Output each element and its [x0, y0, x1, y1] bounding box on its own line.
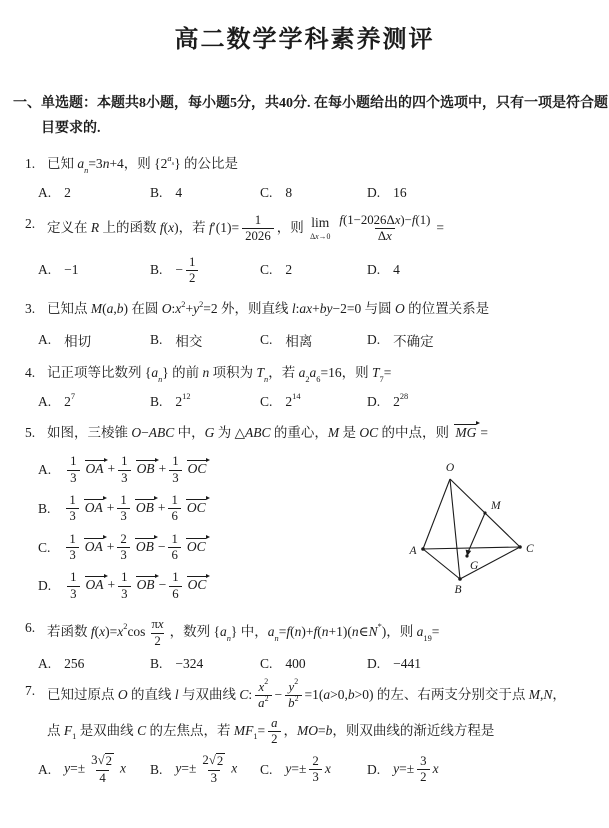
question-5-options [38, 447, 405, 602]
question-stem-text: 记正项等比数列 $\{a_n\}$ 的前 n 项积为 $T_n$，若 $a_2a_6=16$，则 $T_7=$ [47, 364, 392, 384]
tetrahedron-svg [405, 457, 555, 609]
option-value: y=± $\frac{2}{3}$ x [285, 753, 331, 785]
section-text: 本题共8小题，每小题5分，共40分. 在每小题给出的四个选项中，只有一项是符合题目要求的. [41, 96, 608, 136]
option-a [38, 185, 150, 201]
option-c [260, 754, 367, 786]
option-d [367, 262, 609, 278]
option-label: A. [38, 184, 52, 200]
option-value: 256 [64, 655, 85, 671]
question-7-options [38, 753, 609, 786]
question-6-stem [25, 617, 609, 649]
option-c [260, 185, 367, 201]
option-label: A. [38, 655, 52, 671]
question-1-stem [25, 153, 609, 175]
edge-oa [423, 479, 450, 549]
question-stem-text: 若函数 $f(x)=x^2\cos$ $\frac{\pi x}{2}$ ，数列 $\{a_n\}$ 中，$a_n=f(n)+f(n+1)(n\in N^*)$，则 $a_{19}=$ [47, 617, 440, 648]
figure-label-c: C [526, 543, 534, 556]
option-d [367, 330, 609, 350]
question-stem-text: 已知 $a_n=3n+4$，则 $\{2^{a_n}\}$ 的公比是 [47, 154, 239, 175]
question-4-options [38, 391, 609, 410]
option-value: $2^{12}$ [175, 391, 191, 409]
page-title: 高二数学学科素养测评 [174, 27, 435, 53]
question-7-stem-line2: 点 $F_1$ 是双曲线 C 的左焦点，若 $MF_1=$ $\frac{a}{2}$ ，MO=b，则双曲线的渐近线方程是 [47, 715, 495, 747]
question-3 [0, 298, 609, 350]
option-label: D. [367, 393, 381, 409]
option-d [367, 656, 609, 672]
option-a [38, 262, 150, 278]
option-value: 8 [285, 184, 293, 200]
option-a [38, 656, 150, 672]
edge-ob [450, 479, 460, 579]
option-value: $2^7$ [64, 391, 76, 409]
option-label: C. [260, 184, 273, 200]
option-label: D. [38, 578, 52, 594]
question-number: 6. [25, 620, 36, 636]
option-value: $\frac{1}{3}$ OA + $\frac{1}{3}$ OB + $\frac{1}{6}$ OC [63, 493, 209, 525]
figure-label-b: B [454, 584, 462, 597]
option-value: $\frac{1}{3}$ OA + $\frac{1}{3}$ OB + $\frac{1}{3}$ OC [64, 454, 210, 486]
question-2 [0, 213, 609, 287]
option-value: −324 [175, 655, 204, 671]
question-6 [0, 617, 609, 672]
option-label: C. [260, 761, 273, 777]
option-value: −1 [64, 262, 79, 278]
option-d [367, 391, 609, 410]
question-2-options [38, 255, 609, 287]
option-value: 4 [175, 184, 183, 200]
option-label: D. [367, 262, 381, 278]
figure-label-a: A [409, 545, 417, 558]
option-d [367, 754, 609, 786]
point-c [518, 545, 522, 549]
option-b [150, 753, 260, 786]
option-value: y=± 2 √ 2 3 x [175, 753, 238, 785]
question-1 [0, 153, 609, 201]
option-value: $\frac{1}{3}$ OA + $\frac{2}{3}$ OB − $\frac{1}{6}$ OC [63, 532, 209, 564]
question-number: 1. [25, 156, 36, 172]
option-value: 400 [285, 655, 306, 671]
option-label: B. [38, 500, 51, 516]
point-m [483, 512, 486, 515]
option-label: B. [150, 761, 163, 777]
question-4-stem [25, 362, 609, 384]
figure-label-o: O [445, 462, 455, 475]
edge-ab [423, 549, 460, 579]
option-b [38, 493, 405, 525]
question-stem-text: 已知点 M(a,b) 在圆 $O:x^2+y^2=2$ 外，则直线 l:ax+by−2=0 与圆 O 的位置关系是 [47, 299, 490, 317]
question-number: 2. [25, 215, 36, 231]
option-c [260, 391, 367, 410]
option-label: B. [150, 331, 163, 347]
vector-mg [469, 513, 486, 551]
section-label: 一、单选题： [13, 96, 97, 112]
question-7-stem [25, 677, 609, 712]
question-number: 5. [25, 424, 36, 440]
option-value: y=± $\frac{3}{2}$ x [393, 753, 439, 785]
option-value: 相交 [175, 333, 203, 349]
option-b [150, 255, 260, 287]
option-label: C. [260, 655, 273, 671]
option-value: 不确定 [393, 333, 434, 349]
question-3-options [38, 330, 609, 350]
option-value: $2^{28}$ [393, 391, 409, 409]
option-c [260, 262, 367, 278]
option-label: A. [38, 331, 52, 347]
option-label: D. [367, 331, 381, 347]
point-g [465, 555, 468, 558]
option-label: B. [150, 393, 163, 409]
option-d [38, 570, 405, 602]
option-value: 相切 [64, 333, 92, 349]
question-stem-text: 定义在 R 上的函数 f(x)，若 f′(1)= $\frac{1}{2026}$ ，则 lim Δx→0 $\frac{f(1-2026\Delta x)-f(1)}{\Delta x}$ = [47, 212, 445, 244]
option-label: A. [38, 393, 52, 409]
option-value: 2 [64, 184, 71, 200]
option-b [150, 185, 260, 201]
question-stem-text: 已知过原点 O 的直线 l 与双曲线 C: $\frac{x^2}{a^2}$ − $\frac{y^2}{b^2}$ =1(a>0,b>0) 的左、右两支分别交于点 M,N， [47, 677, 566, 711]
option-label: D. [367, 761, 381, 777]
section-header [13, 92, 609, 141]
question-5-body [38, 447, 609, 609]
question-1-options [38, 185, 609, 201]
option-value: $\frac{1}{3}$ OA + $\frac{1}{3}$ OB − $\frac{1}{6}$ OC [64, 570, 210, 602]
option-a [38, 753, 150, 786]
question-number: 3. [25, 301, 36, 317]
question-6-options [38, 656, 609, 672]
option-label: A. [38, 761, 52, 777]
option-c [38, 532, 405, 564]
option-label: B. [150, 184, 163, 200]
option-label: C. [260, 262, 273, 278]
option-label: A. [38, 262, 52, 278]
question-7 [0, 677, 609, 786]
option-label: A. [38, 462, 52, 478]
option-value: y=± 3 √ 2 4 x [64, 753, 127, 785]
option-value: $2^{14}$ [285, 391, 301, 409]
option-value: 4 [393, 262, 400, 278]
option-label: D. [367, 184, 381, 200]
option-d [367, 185, 609, 201]
question-number: 4. [25, 364, 36, 380]
question-5-stem [25, 422, 609, 444]
option-b [150, 330, 260, 350]
figure-label-m: M [491, 500, 501, 513]
figure-label-g: G [470, 560, 479, 573]
option-value: 2 [285, 262, 293, 278]
option-value: −441 [393, 655, 421, 671]
question-3-stem [25, 298, 609, 320]
option-label: C. [260, 331, 273, 347]
option-label: D. [367, 655, 381, 671]
question-4 [0, 362, 609, 410]
tetrahedron-figure [405, 457, 555, 609]
option-value: 相离 [285, 333, 313, 349]
option-label: C. [260, 393, 273, 409]
option-a [38, 391, 150, 410]
option-label: C. [38, 539, 51, 555]
option-label: B. [150, 655, 163, 671]
option-b [150, 391, 260, 410]
question-stem-text: 如图，三棱锥 O−ABC 中，G 为 △ABC 的重心，M 是 OC 的中点，则 MG = [47, 424, 489, 440]
point-a [421, 547, 425, 551]
option-value: − $\frac{1}{2}$ [175, 255, 201, 287]
option-a [38, 454, 405, 486]
option-label: B. [150, 262, 163, 278]
option-c [260, 330, 367, 350]
option-b [150, 656, 260, 672]
point-b [458, 577, 462, 581]
question-2-stem [25, 213, 609, 245]
option-value: 16 [393, 184, 407, 200]
question-number: 7. [25, 682, 36, 698]
option-a [38, 330, 150, 350]
option-c [260, 656, 367, 672]
question-5 [0, 422, 609, 610]
edge-ac [423, 547, 520, 549]
